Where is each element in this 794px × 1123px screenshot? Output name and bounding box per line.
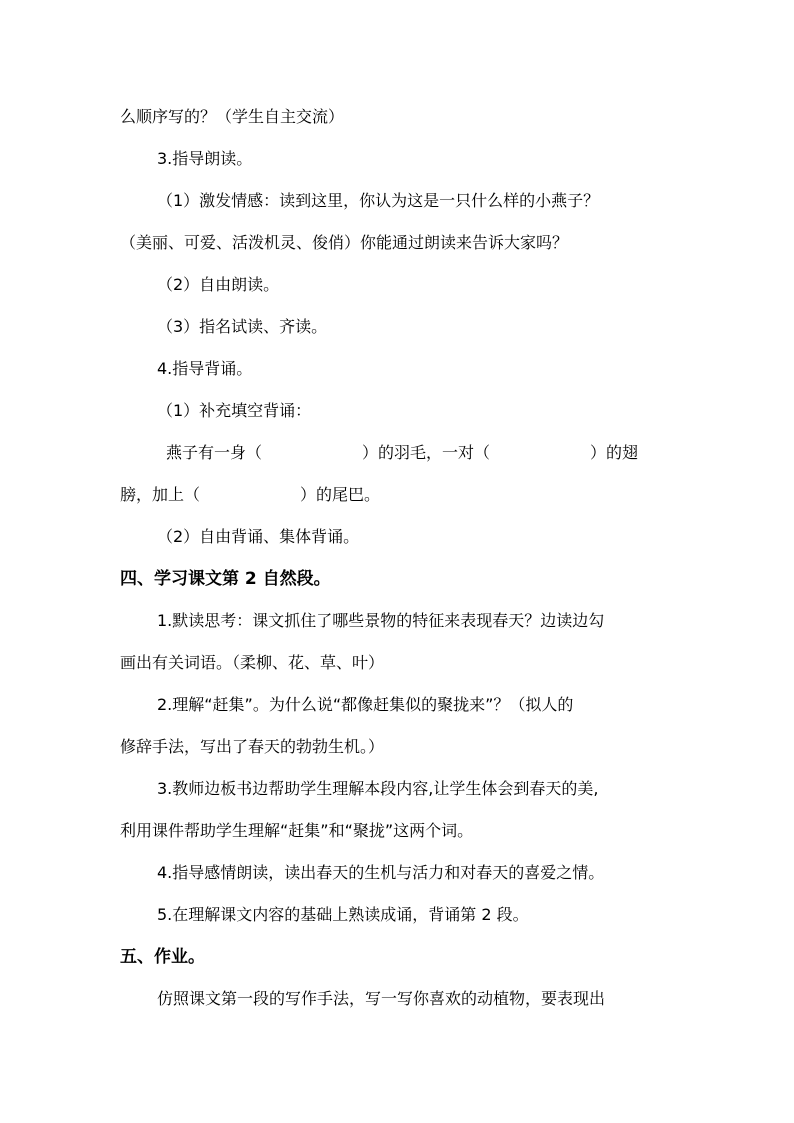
fill-text: ）的羽毛，一对（ (362, 443, 491, 462)
text-line: 1.默读思考：课文抓住了哪些景物的特征来表现春天？边读边勾 (157, 611, 605, 630)
fill-text: ）的尾巴。 (300, 485, 381, 504)
text-line: （1）补充填空背诵： (157, 401, 312, 420)
text-line: （美丽、可爱、活泼机灵、俊俏）你能通过朗读来告诉大家吗？ (120, 233, 569, 252)
text-line: 4.指导感情朗读，读出春天的生机与活力和对春天的喜爱之情。 (157, 863, 605, 882)
fill-text: ）的翅 (590, 443, 639, 462)
section-heading: 四、学习课文第 2 自然段。 (120, 569, 331, 589)
text-line: 仿照课文第一段的写作手法，写一写你喜欢的动植物，要表现出 (157, 989, 606, 1008)
text-line: 画出有关词语。（柔柳、花、草、叶） (120, 653, 385, 672)
text-line: 么顺序写的？（学生自主交流） (120, 107, 345, 126)
section-heading: 五、作业。 (120, 947, 205, 967)
fill-text: 燕子有一身（ (166, 443, 263, 462)
text-line: 修辞手法，写出了春天的勃勃生机。） (120, 737, 385, 756)
text-line: （2）自由朗读。 (157, 275, 280, 294)
text-line: 2.理解“赶集”。为什么说“都像赶集似的聚拢来”？（拟人的 (157, 695, 574, 714)
text-line: （3）指名试读、齐读。 (157, 317, 328, 336)
fill-in-line (166, 443, 638, 463)
text-line: 3.教师边板书边帮助学生理解本段内容,让学生体会到春天的美, (157, 779, 599, 798)
text-line: 3.指导朗读。 (157, 149, 253, 168)
text-line: （1）激发情感：读到这里，你认为这是一只什么样的小燕子？ (157, 191, 600, 210)
text-line: 5.在理解课文内容的基础上熟读成诵，背诵第 2 段。 (157, 905, 529, 924)
text-line: 利用课件帮助学生理解“赶集”和“聚拢”这两个词。 (120, 821, 474, 840)
text-line: 4.指导背诵。 (157, 359, 253, 378)
fill-text: 膀，加上（ (120, 485, 201, 504)
fill-in-line (120, 485, 380, 505)
text-line: （2）自由背诵、集体背诵。 (157, 527, 360, 546)
